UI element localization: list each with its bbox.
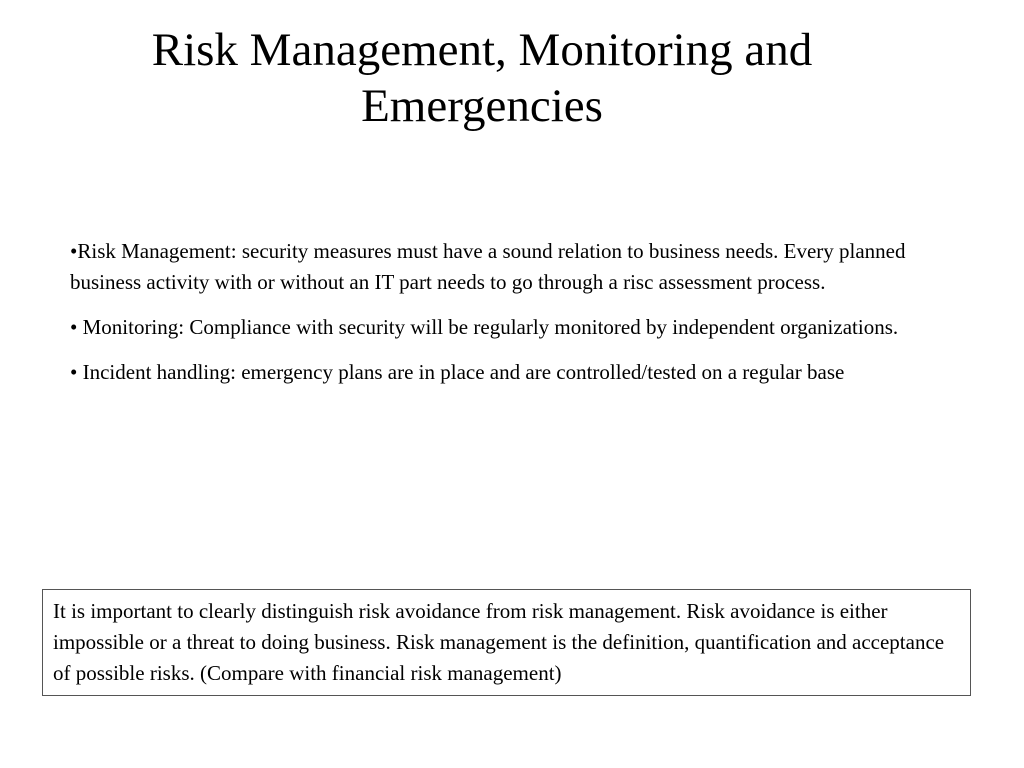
bullet-incident-handling: • Incident handling: emergency plans are in place and are controlled/tested on a regular base <box>70 360 845 384</box>
bullet-monitoring: • Monitoring: Compliance with security will be regularly monitored by independent organizations. <box>70 315 899 339</box>
note-text: It is important to clearly distinguish risk avoidance from risk management. Risk avoidance is either impossible or a threat to doing business. Risk management is the definition, quantification and acceptance of possible risks. (Compare with financial risk management) <box>53 599 945 685</box>
slide-title <box>60 22 904 134</box>
bullet-list <box>70 236 970 402</box>
slide-title-line-2: Emergencies <box>361 80 603 132</box>
note-box <box>42 589 971 696</box>
slide-title-line-1: Risk Management, Monitoring and <box>151 24 813 76</box>
bullet-risk-management: •Risk Management: security measures must have a sound relation to business needs. Every planned business activity with or without an IT part needs to go through a risc assessment process. <box>70 239 906 294</box>
